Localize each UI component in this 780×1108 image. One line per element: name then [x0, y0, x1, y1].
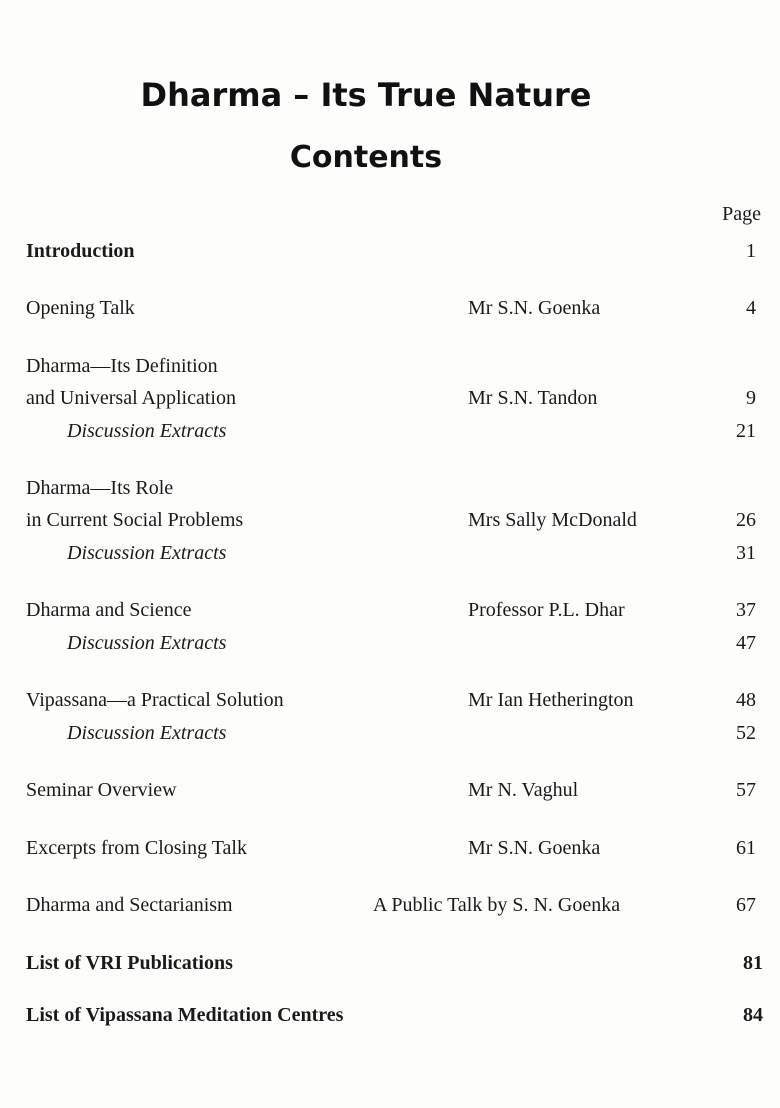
contents-heading: Contents: [289, 140, 443, 175]
toc-entry-vipassana: Vipassana—a Practical Solution: [26, 689, 284, 711]
toc-page-definition: 9: [746, 387, 756, 409]
toc-page-closing: 61: [736, 837, 756, 859]
toc-page-extracts-science: 47: [736, 632, 756, 654]
toc-author-sectarianism: A Public Talk by S. N. Goenka: [373, 894, 621, 916]
toc-entry-definition-line1: Dharma—Its Definition: [26, 355, 218, 377]
toc-author-closing: Mr S.N. Goenka: [468, 837, 601, 859]
toc-entry-centres: List of Vipassana Meditation Centres: [26, 1004, 344, 1026]
toc-entry-social-line2: in Current Social Problems: [26, 509, 244, 531]
toc-author-opening-talk: Mr S.N. Goenka: [468, 297, 601, 319]
toc-entry-definition-line2: and Universal Application: [26, 387, 236, 409]
toc-author-vipassana: Mr Ian Hetherington: [468, 689, 634, 711]
toc-page-vipassana: 48: [736, 689, 756, 711]
toc-extracts-definition: Discussion Extracts: [67, 420, 227, 442]
toc-entry-sectarianism: Dharma and Sectarianism: [26, 894, 233, 916]
toc-page-extracts-definition: 21: [736, 420, 756, 442]
toc-author-social: Mrs Sally McDonald: [468, 509, 637, 531]
toc-page-publications: 81: [743, 952, 763, 974]
toc-entry-science: Dharma and Science: [26, 599, 192, 621]
toc-page-introduction: 1: [746, 240, 756, 262]
toc-page-sectarianism: 67: [736, 894, 756, 916]
toc-author-overview: Mr N. Vaghul: [468, 779, 579, 801]
toc-page-extracts-social: 31: [736, 542, 756, 564]
toc-author-definition: Mr S.N. Tandon: [468, 387, 598, 409]
toc-author-science: Professor P.L. Dhar: [468, 599, 625, 621]
page-column-heading: Page: [722, 203, 761, 225]
toc-entry-closing: Excerpts from Closing Talk: [26, 837, 247, 859]
toc-page-science: 37: [736, 599, 756, 621]
toc-page-centres: 84: [743, 1004, 763, 1026]
toc-page-overview: 57: [736, 779, 756, 801]
toc-extracts-social: Discussion Extracts: [67, 542, 227, 564]
toc-entry-overview: Seminar Overview: [26, 779, 177, 801]
toc-entry-publications: List of VRI Publications: [26, 952, 233, 974]
toc-page-opening-talk: 4: [746, 297, 756, 319]
toc-entry-opening-talk: Opening Talk: [26, 297, 135, 319]
toc-entry-introduction: Introduction: [26, 240, 135, 262]
toc-page-social: 26: [736, 509, 756, 531]
book-title: Dharma – Its True Nature: [140, 76, 592, 114]
toc-entry-social-line1: Dharma—Its Role: [26, 477, 174, 499]
toc-extracts-vipassana: Discussion Extracts: [67, 722, 227, 744]
toc-page-extracts-vipassana: 52: [736, 722, 756, 744]
toc-extracts-science: Discussion Extracts: [67, 632, 227, 654]
